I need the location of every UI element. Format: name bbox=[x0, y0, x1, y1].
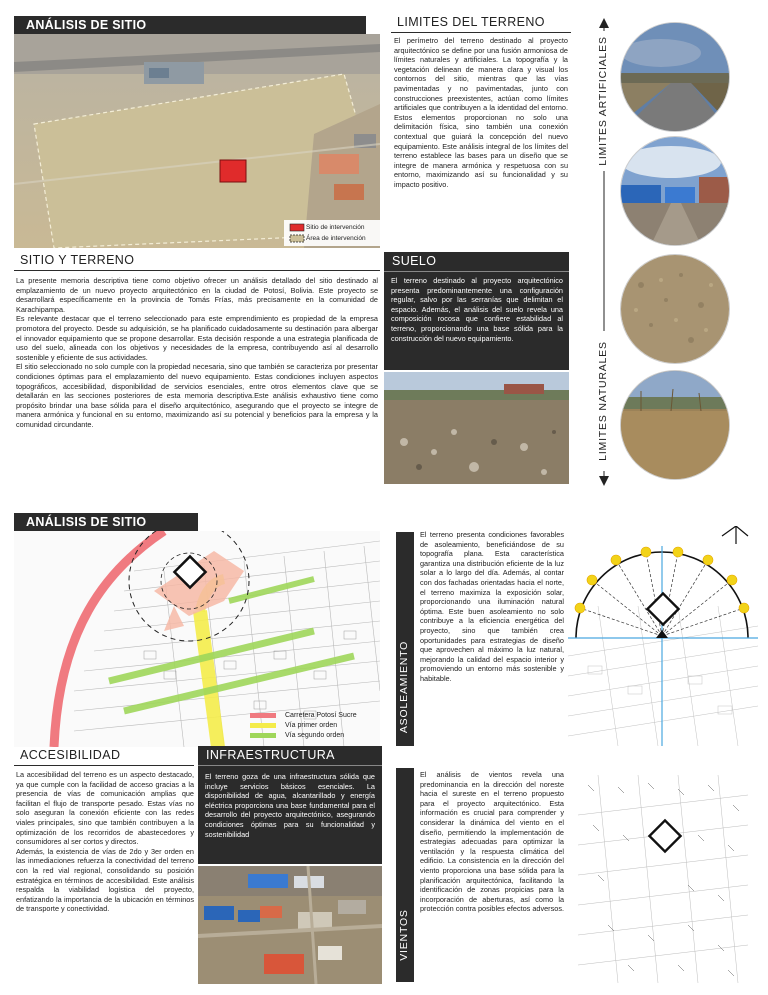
sitio-title: SITIO Y TERRENO bbox=[14, 252, 380, 271]
infraestructura-body: El terreno goza de una infraestructura sólida que incluye servicios básicos esenciales. La disponibilidad de agua, alcantarillado y energía eléctrica proporciona una base fundamental para el desarrollo del proyecto arquitectónico, asegurando condiciones óptimas para su funcionalidad y sostenibilidad bbox=[205, 772, 375, 839]
label-limites-naturales: LIMITES NATURALES bbox=[597, 331, 611, 471]
legend-road-main: Carretera Potosí Sucre bbox=[285, 712, 357, 719]
legend-site: Sitio de intervención bbox=[306, 224, 365, 231]
infra-rule bbox=[198, 765, 382, 766]
photo-natural-2 bbox=[620, 370, 730, 480]
suelo-title: SUELO bbox=[392, 254, 437, 268]
vientos-label: VIENTOS bbox=[398, 909, 410, 961]
photo-artificial-1 bbox=[620, 22, 730, 132]
sun-path-diagram bbox=[568, 526, 758, 746]
asoleamiento-body: El terreno presenta condiciones favorables de asoleamiento, beneficiándose de su topografía plana. Esta característica garantiza una distribución eficiente de la luz solar a lo largo del día. Además, al contar con dos fachadas orientadas hacia el norte, el terreno maximiza la exposición solar, proporcionando una iluminación natural óptima. Este buen asoleamiento no solo contribuye a la eficiencia energética del proyecto, sino que también crea oportunidades para estrategias de diseño que aprovechen al máximo la luz natural, mejorando la calidad del espacio interior y promoviendo un entorno más sostenible y habitable. bbox=[420, 530, 564, 683]
asoleamiento-label: ASOLEAMIENTO bbox=[398, 640, 410, 734]
sitio-body: La presente memoria descriptiva tiene como objetivo ofrecer un análisis detallado del sitio destinado al emplazamiento de un nuevo proyecto arquitectónico en la ciudad de Potosí, Bolivia. Este proyecto se desarrollará específicamente en la provincia de Tomás Frías, más precisamente en la comunidad de Karachipampa. Es relevante destacar que el terreno seleccionado para este emprendimiento es propiedad de la empresa promotora del proyecto. Desde su adquisición, se ha planificado cuidadosamente su destinación para albergar el innovador equipamiento que se propone desarrollar. Esta decisión responde a una estrategia planificada de uso del suelo, alineada con los objetivos y necesidades de la empresa, contribuyendo así al desarrollo sostenible y eficiente de sus actividades. El sitio seleccionado no solo cumple con la propiedad necesaria, sino que también se caracteriza por presentar condiciones óptimas para el emplazamiento del nuevo equipamiento. Estas condiciones incluyen aspectos topográficos, accesibilidad, disponibilidad de servicios esenciales, entre otros elementos clave que se detallarán en las secciones posteriores de esta memoria descriptiva.Este análisis exhaustivo tiene como propósito brindar una base sólida para el diseño arquitectónico, asegurando que el proyecto se integre de manera armónica y funcional en su entorno, maximizando así su potencial y beneficios para la empresa y la comunidad circundante. bbox=[16, 276, 378, 429]
vientos-body: El análisis de vientos revela una predominancia en la dirección del noreste hacia el sureste en el terreno propuesto para el proyecto arquitectónico. Esta información es crucial para comprender y considerar la dinámica del viento en el diseño, permitiendo la implementación de estrategias adecuadas para optimizar la ventilación y la respuesta climática del edificio. La consistencia en la dirección del viento proporciona una base sólida para la planificación arquitectónica, facilitando la identificación de zonas propicias para la incorporación de aberturas, así como la protección contra posibles efectos adversos. bbox=[420, 770, 564, 914]
section2-title: ANÁLISIS DE SITIO bbox=[14, 513, 198, 531]
accesibilidad-title: ACCESIBILIDAD bbox=[14, 747, 194, 766]
accesibilidad-body: La accesibilidad del terreno es un aspecto destacado, ya que cumple con la facilidad de acceso gracias a la presencia de vías de comunicación amplias que facilitan el flujo de transporte pesado. Estas vías no solo aseguran la conexión eficiente con las redes viales principales, sino que también contribuyen a la optimización de los recorridos de abastecedores y consumidores al ser cortos y directos. Además, la existencia de vías de 2do y 3er orden en las inmediaciones refuerza la conectividad del terreno con la red vial regional, consolidando su posición estratégica en términos de accesibilidad. Este análisis respalda la viabilidad logística del proyecto, enfatizando la importancia de la ubicación en términos de transporte y conectividad. bbox=[16, 770, 194, 914]
photo-artificial-2 bbox=[620, 136, 730, 246]
suelo-photo bbox=[384, 372, 569, 484]
limites-title: LIMITES DEL TERRENO bbox=[391, 14, 571, 33]
limites-body: El perímetro del terreno destinado al proyecto arquitectónico se define por una fusión armoniosa de límites naturales y artificiales. La topografía y la vegetación delinean de manera clara y visual los contornos del sitio, mientras que las vías pavimentadas y no pavimentadas, junto con construcciones preexistentes, actúan como límites artificiales que contribuyen a la identidad del entorno. Estos elementos proporcionan no solo una delimitación física, sino también una conexión contextual que guiará la concepción del nuevo equipamiento. Este análisis integral de los límites del terreno establece las bases para un diseño que se integre de manera armónica y respetuosa con su entorno, maximizando así su funcionalidad y su impacto positivo. bbox=[394, 36, 568, 189]
photo-natural-1 bbox=[620, 254, 730, 364]
infraestructura-photo bbox=[198, 866, 382, 984]
legend-road-second: Vía segundo orden bbox=[285, 732, 345, 739]
legend-area: Área de intervención bbox=[306, 235, 366, 242]
suelo-rule bbox=[384, 271, 569, 272]
wind-diagram bbox=[578, 775, 748, 983]
legend-road-first: Vía primer orden bbox=[285, 722, 338, 729]
infraestructura-title: INFRAESTRUCTURA bbox=[206, 748, 335, 762]
label-limites-artificiales: LIMITES ARTIFICIALES bbox=[597, 31, 611, 171]
aerial-site-photo bbox=[14, 34, 380, 248]
section1-title: ANÁLISIS DE SITIO bbox=[14, 16, 366, 34]
suelo-body: El terreno destinado al proyecto arquitectónico presenta predominantemente una configuración regular, salvo por las serranías que delimitan el espacio. Además, el análisis del suelo revela una composición rocosa que confiere estabilidad al terreno, proporcionando una base sólida para la construcción del nuevo equipamiento. bbox=[391, 276, 563, 343]
